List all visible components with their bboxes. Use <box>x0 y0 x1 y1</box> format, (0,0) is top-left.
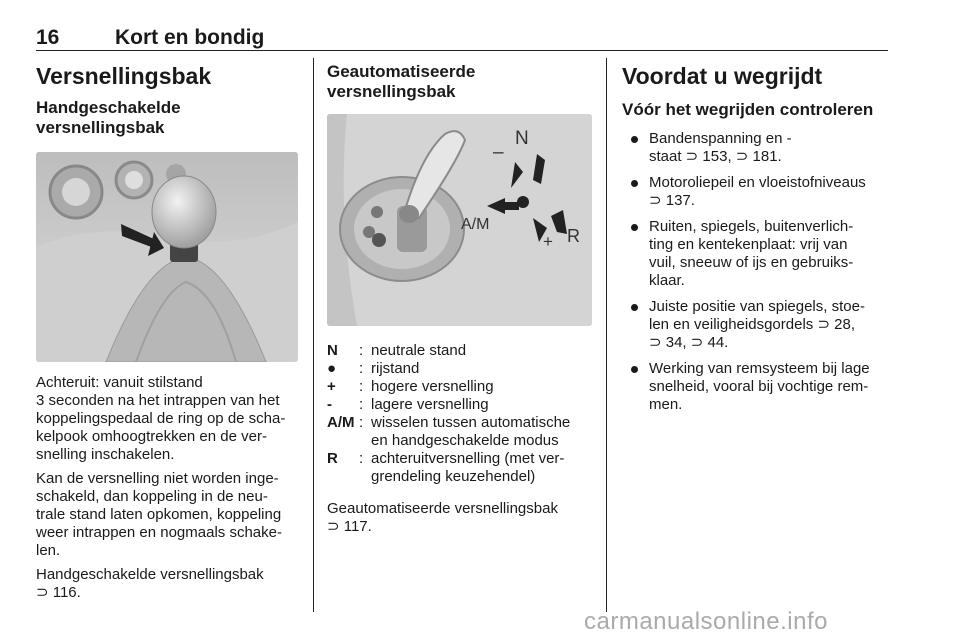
gear-label-n: N <box>515 128 529 149</box>
legend-desc <box>371 450 595 486</box>
text-line: staat ⊃ 153, ⊃ 181. <box>649 148 782 165</box>
column-divider-1 <box>313 58 314 612</box>
list-item <box>622 218 890 290</box>
watermark: carmanualsonline.info <box>584 608 828 635</box>
legend-row <box>327 414 595 450</box>
chapter-title: Kort en bondig <box>115 26 265 49</box>
gear-label-plus: + <box>543 232 553 251</box>
gear-legend <box>327 342 595 536</box>
legend-desc: lagere versnelling <box>371 396 489 413</box>
legend-key: - <box>327 396 332 413</box>
text-line: wisselen tussen automatische <box>371 414 571 431</box>
subheading-line: versnellingsbak <box>36 118 165 137</box>
text-line: Werking van remsysteem bij lage <box>649 360 870 377</box>
legend-colon: : <box>359 396 364 413</box>
legend-row <box>327 360 595 378</box>
heading-line: versnellingsbak <box>327 82 456 101</box>
page-reference-link[interactable]: ⊃ 117. <box>327 518 372 535</box>
column-before-driving <box>622 62 890 422</box>
legend-desc <box>371 414 595 450</box>
text-line: vuil, sneeuw of ijs en gebruiks- <box>649 254 854 271</box>
manual-gearshift-image <box>36 152 298 362</box>
text-line: ⊃ 34, ⊃ 44. <box>649 334 729 351</box>
legend-key: N <box>327 342 338 359</box>
text-line: Juiste positie van spiegels, stoe- <box>649 298 865 315</box>
legend-desc: neutrale stand <box>371 342 467 359</box>
column-automated-gearbox <box>327 62 595 102</box>
text-line: snelheid, vooral bij vochtige rem- <box>649 378 869 395</box>
legend-colon: : <box>359 342 364 359</box>
legend-colon: : <box>359 414 364 431</box>
legend-key: R <box>327 450 338 467</box>
paragraph-reverse <box>36 374 304 464</box>
heading-line: Geautomatiseerde <box>327 62 476 81</box>
bullet-icon <box>631 366 638 373</box>
page-number: 16 <box>36 26 60 49</box>
text-line: snelling inschakelen. <box>36 446 175 463</box>
automated-gearshift-image <box>327 114 592 326</box>
text-line: 3 seconden na het intrappen van het <box>36 392 280 409</box>
text-line: Ruiten, spiegels, buitenverlich- <box>649 218 854 235</box>
legend-key: + <box>327 378 336 395</box>
text-line: Bandenspanning en - <box>649 130 792 147</box>
subsection-heading <box>36 98 304 138</box>
legend-desc: rijstand <box>371 360 420 377</box>
column-divider-2 <box>606 58 607 612</box>
legend-key: ● <box>327 360 337 377</box>
legend-colon: : <box>359 378 364 395</box>
checklist <box>622 130 890 414</box>
list-item <box>622 130 890 166</box>
text-line: Achteruit: vanuit stilstand <box>36 374 203 391</box>
text-line: men. <box>649 396 683 413</box>
text-line: Geautomatiseerde versnellingsbak <box>327 500 558 517</box>
page-reference-link[interactable]: ⊃ 116. <box>36 584 81 601</box>
text-line: Kan de versnelling niet worden inge- <box>36 470 279 487</box>
text-line: grendeling keuzehendel) <box>371 468 536 485</box>
list-item <box>622 360 890 414</box>
text-line: ting en kentekenplaat: vrij van <box>649 236 848 253</box>
text-line: en handgeschakelde modus <box>371 432 559 449</box>
bullet-icon <box>631 136 638 143</box>
gear-label-am: A/M <box>461 216 490 233</box>
bullet-icon <box>631 180 638 187</box>
legend-colon: : <box>359 360 364 377</box>
legend-row <box>327 396 595 414</box>
text-line: Handgeschakelde versnellingsbak <box>36 566 264 583</box>
bullet-icon <box>631 224 638 231</box>
text-line: Motoroliepeil en vloeistofniveaus <box>649 174 866 191</box>
gear-label-minus: – <box>493 142 504 163</box>
column-manual-gearbox <box>36 62 304 138</box>
legend-desc: hogere versnelling <box>371 378 494 395</box>
section-heading: Versnellingsbak <box>36 63 212 89</box>
text-line: ⊃ 137. <box>649 192 695 209</box>
text-line: koppelingspedaal de ring op de scha- <box>36 410 286 427</box>
cross-reference <box>327 500 595 536</box>
gear-label-r: R <box>567 226 580 246</box>
text-line: achteruitversnelling (met ver- <box>371 450 565 467</box>
list-item <box>622 298 890 352</box>
text-line: klaar. <box>649 272 685 289</box>
section-heading <box>327 62 595 102</box>
legend-row <box>327 450 595 486</box>
text-line: len en veiligheidsgordels ⊃ 28, <box>649 316 856 333</box>
subsection-heading: Vóór het wegrijden controleren <box>622 100 874 119</box>
subheading-line: Handgeschakelde <box>36 98 181 117</box>
paragraph-neutral <box>36 470 304 560</box>
text-line: len. <box>36 542 61 559</box>
text-line: weer intrappen en nogmaals schake- <box>36 524 282 541</box>
manual-instructions <box>36 374 304 602</box>
legend-row <box>327 342 595 360</box>
header-rule <box>36 50 888 51</box>
legend-row <box>327 378 595 396</box>
bullet-icon <box>631 304 638 311</box>
legend-key: A/M <box>327 414 355 431</box>
text-line: trale stand laten opkomen, koppeling <box>36 506 282 523</box>
text-line: schakeld, dan koppeling in de neu- <box>36 488 268 505</box>
section-heading: Voordat u wegrijdt <box>622 63 823 89</box>
list-item <box>622 174 890 210</box>
cross-reference <box>36 566 304 602</box>
text-line: kelpook omhoogtrekken en de ver- <box>36 428 267 445</box>
legend-colon: : <box>359 450 364 467</box>
